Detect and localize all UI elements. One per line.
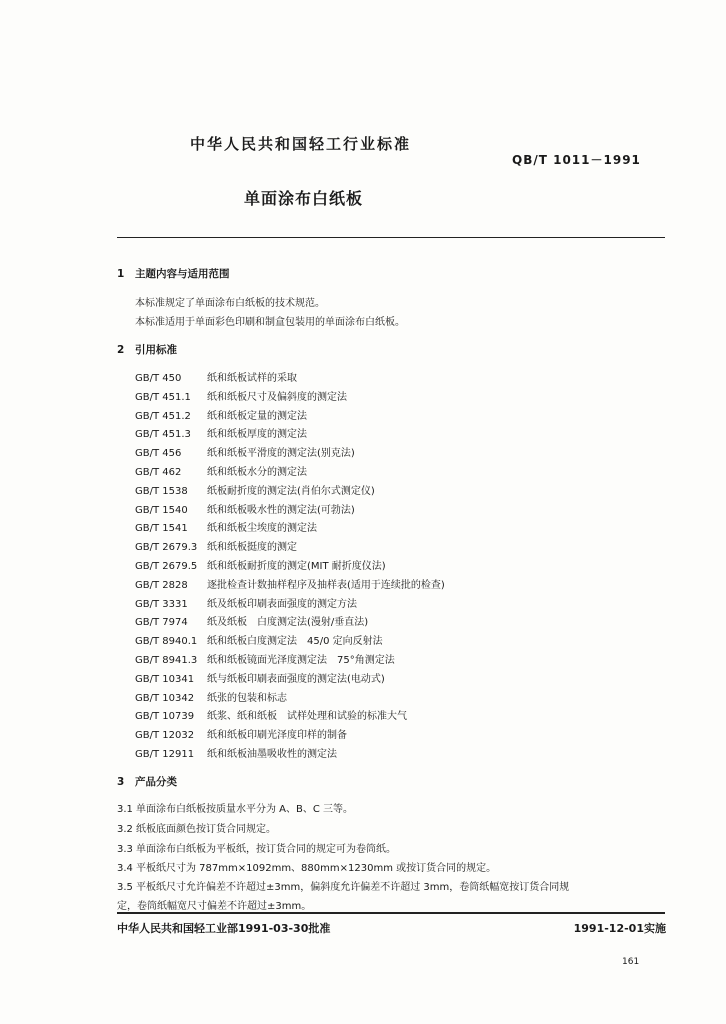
paragraph: 本标准规定了单面涂布白纸板的技术规范。: [135, 298, 325, 309]
footer-divider: [117, 912, 665, 914]
reference-item: [135, 632, 383, 647]
reference-title: 纸和纸板印刷光泽度印样的制备: [207, 730, 347, 742]
item-number: 3.5: [117, 882, 133, 893]
reference-title: 纸和纸板厚度的测定法: [207, 429, 307, 441]
reference-title: 纸和纸板油墨吸收性的测定法: [207, 749, 337, 760]
section-2-heading: [117, 342, 177, 357]
reference-item: [135, 651, 395, 666]
reference-item: [135, 369, 297, 384]
reference-item: [135, 463, 307, 478]
reference-item: [135, 613, 368, 628]
reference-title: 纸和纸板吸水性的测定法(可勃法): [207, 504, 355, 516]
reference-code: GB/T 2679.5: [135, 561, 198, 572]
classification-item: [117, 840, 396, 855]
section-number: 1: [117, 268, 125, 280]
reference-code: GB/T 3331: [135, 598, 188, 610]
effective-date: 1991-12-01实施: [573, 922, 666, 935]
reference-code: GB/T 450: [135, 373, 182, 384]
reference-title: 纸和纸板耐折度的测定(MIT 耐折度仪法): [207, 561, 386, 572]
reference-item: [135, 538, 297, 553]
reference-code: GB/T 451.1: [135, 391, 191, 403]
document-title: 单面涂布白纸板: [244, 189, 364, 208]
reference-item: [135, 407, 307, 422]
reference-code: GB/T 462: [135, 467, 182, 478]
reference-item: [135, 388, 347, 403]
section-title: 产品分类: [135, 776, 177, 788]
item-text: 单面涂布白纸板按质量水平分为 A、B、C 三等。: [136, 804, 354, 815]
reference-item: [135, 519, 317, 534]
section-title: 引用标准: [135, 344, 177, 356]
reference-title: 纸板耐折度的测定法(肖伯尔式测定仪): [207, 485, 375, 497]
reference-title: 纸和纸板挺度的测定: [207, 542, 297, 554]
reference-title: 纸和纸板定量的测定法: [207, 410, 307, 422]
reference-code: GB/T 10342: [135, 692, 195, 704]
reference-item: [135, 595, 357, 610]
reference-code: GB/T 12032: [135, 730, 195, 742]
reference-code: GB/T 1538: [135, 485, 188, 497]
reference-item: [135, 482, 375, 497]
reference-title: 纸浆、纸和纸板 试样处理和试验的标准大气: [207, 711, 407, 723]
classification-item: [117, 859, 496, 874]
reference-item: [135, 707, 407, 722]
item-number: 3.3: [117, 844, 133, 855]
reference-title: 纸和纸板尘埃度的测定法: [207, 523, 317, 535]
item-text: 纸板底面颜色按订货合同规定。: [136, 824, 276, 835]
reference-item: [135, 557, 386, 572]
item-number: 3.1: [117, 804, 133, 815]
reference-title: 纸和纸板平滑度的测定法(别克法): [207, 448, 355, 460]
item-number: 3.2: [117, 824, 133, 835]
reference-code: GB/T 1540: [135, 504, 188, 516]
reference-code: GB/T 2828: [135, 579, 188, 591]
reference-code: GB/T 10739: [135, 711, 195, 723]
reference-title: 纸和纸板水分的测定法: [207, 467, 307, 478]
reference-item: [135, 670, 385, 685]
reference-title: 逐批检查计数抽样程序及抽样表(适用于连续批的检查): [207, 579, 445, 591]
section-number: 3: [117, 776, 125, 788]
reference-code: GB/T 451.2: [135, 410, 191, 422]
publisher-heading: 中华人民共和国轻工行业标准: [190, 135, 412, 153]
reference-title: 纸和纸板白度测定法 45/0 定向反射法: [207, 636, 383, 648]
item-text: 定，卷筒纸幅宽尺寸偏差不许超过±3mm。: [117, 901, 312, 912]
classification-item: [117, 897, 311, 912]
reference-item: [135, 425, 307, 440]
item-text: 平板纸尺寸允许偏差不许超过±3mm，偏斜度允许偏差不许超过 3mm，卷筒纸幅宽按订货合同规: [136, 882, 570, 893]
section-3-heading: [117, 774, 177, 789]
reference-item: [135, 726, 347, 741]
paragraph: 本标准适用于单面彩色印刷和制盒包装用的单面涂布白纸板。: [135, 317, 405, 328]
reference-code: GB/T 456: [135, 448, 182, 460]
section-title: 主题内容与适用范围: [135, 268, 230, 280]
reference-item: [135, 576, 445, 591]
reference-code: GB/T 2679.3: [135, 542, 198, 554]
reference-item: [135, 745, 337, 760]
item-number: 3.4: [117, 863, 133, 874]
section-1-heading: [117, 266, 230, 281]
reference-item: [135, 444, 355, 459]
reference-title: 纸和纸板镜面光泽度测定法 75°角测定法: [207, 655, 395, 666]
reference-item: [135, 689, 287, 704]
reference-title: 纸及纸板印刷表面强度的测定方法: [207, 598, 357, 610]
reference-code: GB/T 10341: [135, 673, 195, 685]
classification-item: [117, 800, 353, 815]
reference-code: GB/T 7974: [135, 617, 188, 629]
standard-code: QB/T 1011－1991: [512, 153, 641, 167]
reference-item: [135, 501, 355, 516]
classification-item: [117, 878, 569, 893]
reference-code: GB/T 1541: [135, 523, 188, 535]
reference-title: 纸及纸板 白度测定法(漫射/垂直法): [207, 617, 369, 629]
reference-code: GB/T 451.3: [135, 429, 191, 441]
item-text: 平板纸尺寸为 787mm×1092mm、880mm×1230mm 或按订货合同的规定。: [136, 863, 497, 874]
page-number: 161: [622, 957, 640, 967]
reference-code: GB/T 8941.3: [135, 655, 198, 666]
reference-title: 纸与纸板印刷表面强度的测定法(电动式): [207, 673, 385, 685]
approval-line: 中华人民共和国轻工业部1991-03-30批准: [117, 922, 331, 935]
reference-title: 纸和纸板尺寸及偏斜度的测定法: [207, 391, 347, 403]
reference-code: GB/T 8940.1: [135, 636, 198, 648]
reference-code: GB/T 12911: [135, 749, 195, 760]
section-number: 2: [117, 344, 125, 356]
classification-item: [117, 820, 276, 835]
reference-title: 纸和纸板试样的采取: [207, 373, 297, 384]
reference-title: 纸张的包装和标志: [207, 692, 287, 704]
item-text: 单面涂布白纸板为平板纸，按订货合同的规定可为卷筒纸。: [136, 844, 396, 855]
header-divider: [117, 237, 665, 238]
